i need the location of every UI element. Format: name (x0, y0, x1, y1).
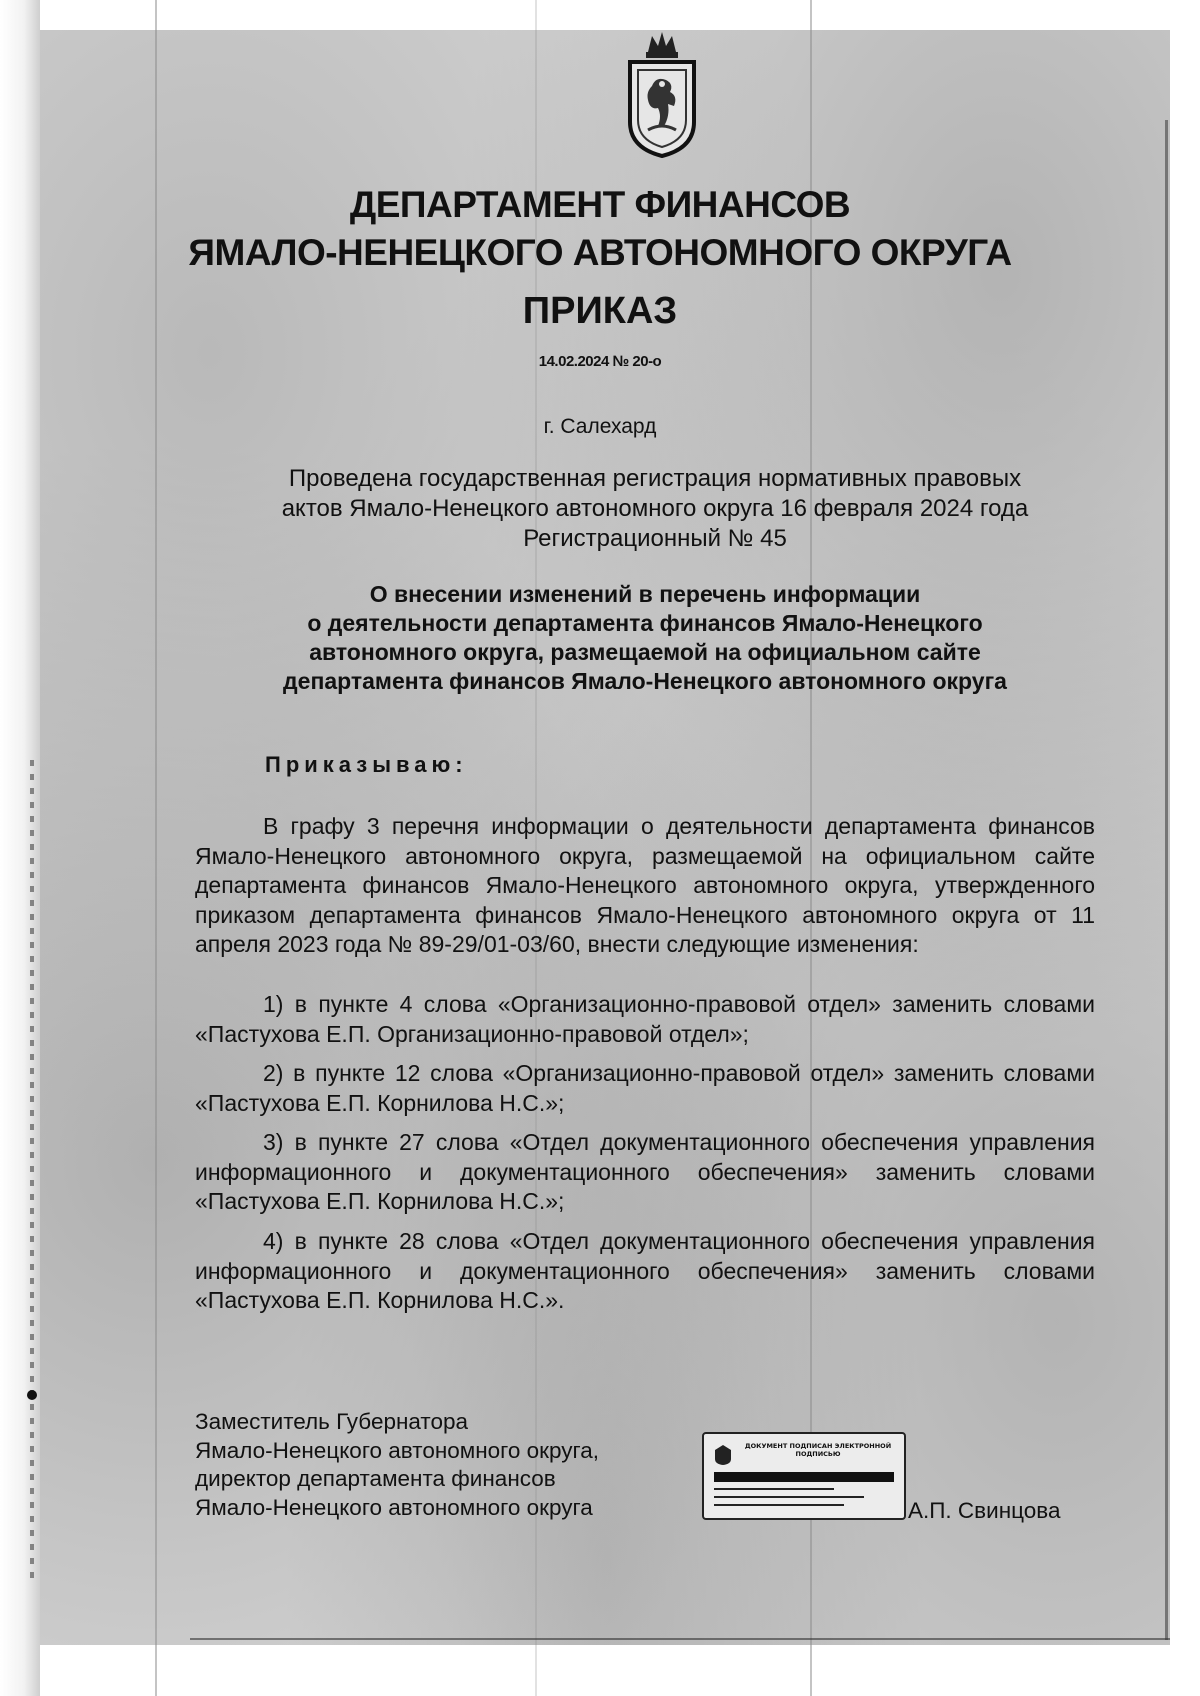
city: г. Салехард (543, 415, 657, 438)
stamp-certificate-bar (714, 1472, 894, 1482)
list-item (195, 1059, 1095, 1118)
coat-of-arms-icon (618, 30, 706, 160)
subject-line1: О внесении изменений в перечень информации (369, 581, 921, 607)
order-directive: Приказываю: (265, 752, 468, 777)
signatory-position (195, 1408, 599, 1522)
registration-line3: Регистрационный № 45 (523, 525, 787, 552)
change-item-1: 1) в пункте 4 слова «Организационно-правовой отдел» заменить словами «Пастухова Е.П. Организационно-правовой отдел»; (195, 991, 1095, 1047)
position-line2: Ямало-Ненецкого автономного округа, (195, 1437, 600, 1463)
position-line1: Заместитель Губернатора (195, 1409, 469, 1434)
list-item (195, 990, 1095, 1049)
body-intro: В графу 3 перечня информации о деятельности департамента финансов Ямало-Ненецкого автономного округа, размещаемой на официальном сайте департамента финансов Ямало-Ненецкого автономного округа, утвержденного приказом департамента финансов Ямало-Ненецкого автономного округа от 11 апреля 2023 года № 89-29/01-03/60, внести следующие изменения: (195, 813, 1095, 957)
department-title-line1: ДЕПАРТАМЕНТ ФИНАНСОВ (349, 184, 851, 225)
department-title-line2: ЯМАЛО-НЕНЕЦКОГО АВТОНОМНОГО ОКРУГА (188, 232, 1012, 273)
subject-line3: автономного округа, размещаемой на официальном сайте (309, 639, 981, 665)
registration-line1: Проведена государственная регистрация нормативных правовых (288, 465, 1022, 492)
registration-line2: актов Ямало-Ненецкого автономного округа 16 февраля 2024 года (281, 495, 1029, 522)
emblem-small-icon (714, 1444, 732, 1466)
stamp-detail-line (714, 1504, 844, 1506)
electronic-signature-stamp (702, 1432, 906, 1520)
order-title: ПРИКАЗ (522, 290, 678, 332)
body-paragraph (195, 812, 1095, 960)
list-item (195, 1128, 1095, 1217)
order-number: 14.02.2024 № 20-о (538, 353, 662, 370)
position-line3: директор департамента финансов (195, 1466, 556, 1491)
change-item-4: 4) в пункте 28 слова «Отдел документационного обеспечения управления информационного и документационного обеспечения» заменить словами «Пастухова Е.П. Корнилова Н.С.». (195, 1228, 1095, 1313)
subject-line2: о деятельности департамента финансов Ямало-Ненецкого (307, 610, 983, 636)
change-item-2: 2) в пункте 12 слова «Организационно-правовой отдел» заменить словами «Пастухова Е.П. Корнилова Н.С.»; (195, 1060, 1095, 1116)
subject-line4: департамента финансов Ямало-Ненецкого автономного округа (283, 668, 1007, 694)
stamp-detail-line (714, 1488, 834, 1490)
position-line4: Ямало-Ненецкого автономного округа (195, 1494, 593, 1520)
change-item-3: 3) в пункте 27 слова «Отдел документационного обеспечения управления информационного и документационного обеспечения» заменить словами «Пастухова Е.П. Корнилова Н.С.»; (195, 1129, 1095, 1214)
stamp-detail-line (714, 1496, 864, 1498)
stamp-label: ДОКУМЕНТ ПОДПИСАН ЭЛЕКТРОННОЙ ПОДПИСЬЮ (744, 1442, 892, 1458)
signer-name: А.П. Свинцова (908, 1498, 1061, 1523)
list-item (195, 1227, 1095, 1316)
